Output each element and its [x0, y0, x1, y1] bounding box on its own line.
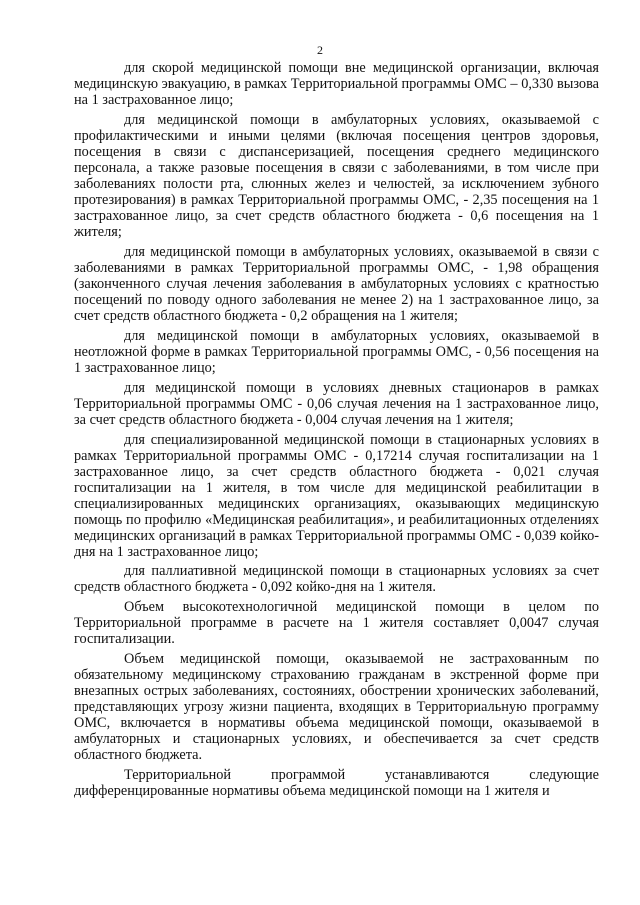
paragraph-outpatient-disease: для медицинской помощи в амбулаторных условиях, оказываемой в связи с заболеваниями в рамках Территориальной программы ОМС, - 1,98 обращения (законченного случая лечения заболевания в амбулаторных условиях с кратностью посещений по поводу одного заболевания не менее 2) на 1 застрахованное лицо, за счет средств областного бюджета - 0,2 обращения на 1 жителя; — [74, 244, 599, 324]
paragraph-uninsured: Объем медицинской помощи, оказываемой не застрахованным по обязательному медицинскому страхованию гражданам в экстренной форме при внезапных острых заболеваниях, состояниях, обострении хронических заболеваний, представляющих угрозу жизни пациента, входящих в Территориальную программу ОМС, включается в нормативы объема медицинской помощи, оказываемой в амбулаторных и стационарных условиях, и обеспечивается за счет средств областного бюджета. — [74, 651, 599, 763]
paragraph-differentiated-norms: Территориальной программой устанавливаются следующие дифференцированные нормативы объема медицинской помощи на 1 жителя и — [74, 767, 599, 799]
paragraph-specialized-inpatient: для специализированной медицинской помощи в стационарных условиях в рамках Территориальной программы ОМС - 0,17214 случая госпитализации на 1 застрахованное лицо, за счет средств областного бюджета - 0,021 случая госпитализации на 1 жителя, в том числе для медицинской реабилитации в специализированных медицинских организациях, оказывающих медицинскую помощь по профилю «Медицинская реабилитация», и реабилитационных отделениях медицинских организаций в рамках Территориальной программы ОМС - 0,039 койко-дня на 1 застрахованное лицо; — [74, 432, 599, 560]
paragraph-palliative: для паллиативной медицинской помощи в стационарных условиях за счет средств областного бюджета - 0,092 койко-дня на 1 жителя. — [74, 563, 599, 595]
paragraph-outpatient-urgent: для медицинской помощи в амбулаторных условиях, оказываемой в неотложной форме в рамках Территориальной программы ОМС, - 0,56 посещения на 1 застрахованное лицо; — [74, 328, 599, 376]
paragraph-high-tech: Объем высокотехнологичной медицинской помощи в целом по Территориальной программе в расчете на 1 жителя составляет 0,0047 случая госпитализации. — [74, 599, 599, 647]
paragraph-outpatient-preventive: для медицинской помощи в амбулаторных условиях, оказываемой с профилактическими и иными целями (включая посещения центров здоровья, посещения в связи с диспансеризацией, посещения среднего медицинского персонала, а также разовые посещения в связи с заболеваниями, в том числе при заболеваниях полости рта, слюнных желез и челюстей, за исключением зубного протезирования) в рамках Территориальной программы ОМС, - 2,35 посещения на 1 застрахованное лицо, за счет средств областного бюджета - 0,6 посещения на 1 жителя; — [74, 112, 599, 240]
document-body — [74, 60, 599, 803]
paragraph-ambulance: для скорой медицинской помощи вне медицинской организации, включая медицинскую эвакуацию, в рамках Территориальной программы ОМС – 0,330 вызова на 1 застрахованное лицо; — [74, 60, 599, 108]
paragraph-day-hospital: для медицинской помощи в условиях дневных стационаров в рамках Территориальной программы ОМС - 0,06 случая лечения на 1 застрахованное лицо, за счет средств областного бюджета - 0,004 случая лечения на 1 жителя; — [74, 380, 599, 428]
page-number: 2 — [317, 43, 323, 57]
